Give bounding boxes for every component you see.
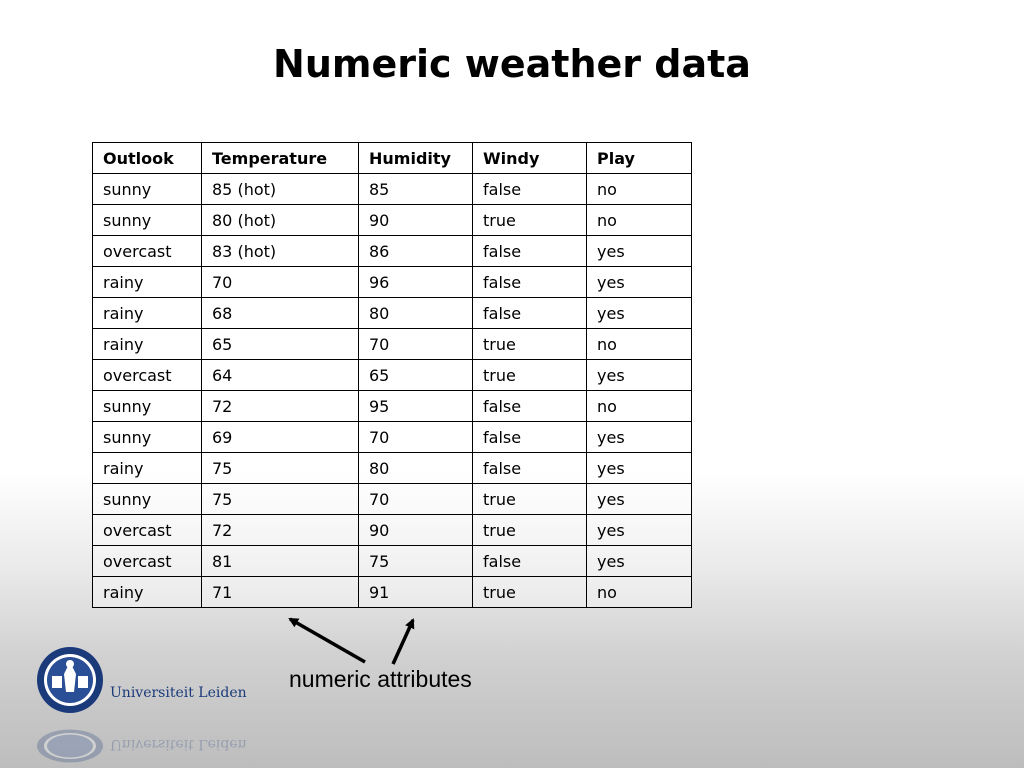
table-cell: 91: [359, 577, 473, 608]
table-cell: false: [473, 453, 587, 484]
table-cell: no: [587, 174, 692, 205]
logo-reflection: [36, 726, 104, 766]
table-cell: 72: [202, 391, 359, 422]
table-cell: false: [473, 391, 587, 422]
table-cell: yes: [587, 453, 692, 484]
table-cell: sunny: [93, 391, 202, 422]
table-cell: overcast: [93, 360, 202, 391]
table-cell: 70: [202, 267, 359, 298]
table-cell: 71: [202, 577, 359, 608]
table-cell: true: [473, 360, 587, 391]
table-cell: yes: [587, 298, 692, 329]
column-header: Temperature: [202, 143, 359, 174]
table-cell: false: [473, 174, 587, 205]
table-cell: no: [587, 577, 692, 608]
table-cell: false: [473, 546, 587, 577]
column-header: Outlook: [93, 143, 202, 174]
table-cell: yes: [587, 484, 692, 515]
table-cell: yes: [587, 236, 692, 267]
table-cell: rainy: [93, 577, 202, 608]
table-cell: sunny: [93, 422, 202, 453]
table-cell: false: [473, 236, 587, 267]
table-cell: false: [473, 298, 587, 329]
table-cell: 70: [359, 484, 473, 515]
table-cell: rainy: [93, 453, 202, 484]
table-cell: yes: [587, 422, 692, 453]
table-cell: false: [473, 267, 587, 298]
table-cell: overcast: [93, 236, 202, 267]
table-cell: sunny: [93, 174, 202, 205]
table-cell: yes: [587, 360, 692, 391]
table-cell: 64: [202, 360, 359, 391]
table-cell: 86: [359, 236, 473, 267]
table-cell: 96: [359, 267, 473, 298]
table-cell: 80 (hot): [202, 205, 359, 236]
table-cell: rainy: [93, 298, 202, 329]
university-seal-logo: [36, 640, 104, 720]
table-cell: no: [587, 329, 692, 360]
table-cell: 69: [202, 422, 359, 453]
university-name: Universiteit Leiden: [110, 685, 247, 701]
table-cell: 90: [359, 205, 473, 236]
table-cell: 85 (hot): [202, 174, 359, 205]
slide-title: Numeric weather data: [273, 42, 751, 86]
table-cell: yes: [587, 515, 692, 546]
table-cell: true: [473, 484, 587, 515]
column-header: Windy: [473, 143, 587, 174]
arrow-to-humidity: [393, 620, 413, 664]
column-header: Humidity: [359, 143, 473, 174]
table-cell: no: [587, 391, 692, 422]
table-cell: overcast: [93, 515, 202, 546]
table-cell: true: [473, 205, 587, 236]
table-cell: 75: [359, 546, 473, 577]
table-cell: 85: [359, 174, 473, 205]
table-cell: true: [473, 329, 587, 360]
table-cell: 72: [202, 515, 359, 546]
table-cell: 70: [359, 329, 473, 360]
table-cell: 80: [359, 453, 473, 484]
arrow-to-temperature: [290, 619, 365, 662]
column-header: Play: [587, 143, 692, 174]
table-cell: 65: [359, 360, 473, 391]
table-cell: 80: [359, 298, 473, 329]
table-cell: 81: [202, 546, 359, 577]
table-cell: true: [473, 515, 587, 546]
table-cell: true: [473, 577, 587, 608]
table-cell: 83 (hot): [202, 236, 359, 267]
table-cell: 75: [202, 484, 359, 515]
table-cell: yes: [587, 546, 692, 577]
table-cell: no: [587, 205, 692, 236]
table-cell: yes: [587, 267, 692, 298]
table-cell: 95: [359, 391, 473, 422]
table-cell: false: [473, 422, 587, 453]
university-name-reflection: Universiteit Leiden: [110, 736, 247, 752]
table-cell: 75: [202, 453, 359, 484]
table-cell: rainy: [93, 329, 202, 360]
table-cell: 68: [202, 298, 359, 329]
table-cell: 90: [359, 515, 473, 546]
table-cell: overcast: [93, 546, 202, 577]
table-cell: 65: [202, 329, 359, 360]
table-cell: rainy: [93, 267, 202, 298]
table-cell: sunny: [93, 205, 202, 236]
numeric-attributes-label: numeric attributes: [289, 666, 472, 692]
table-cell: sunny: [93, 484, 202, 515]
table-cell: 70: [359, 422, 473, 453]
